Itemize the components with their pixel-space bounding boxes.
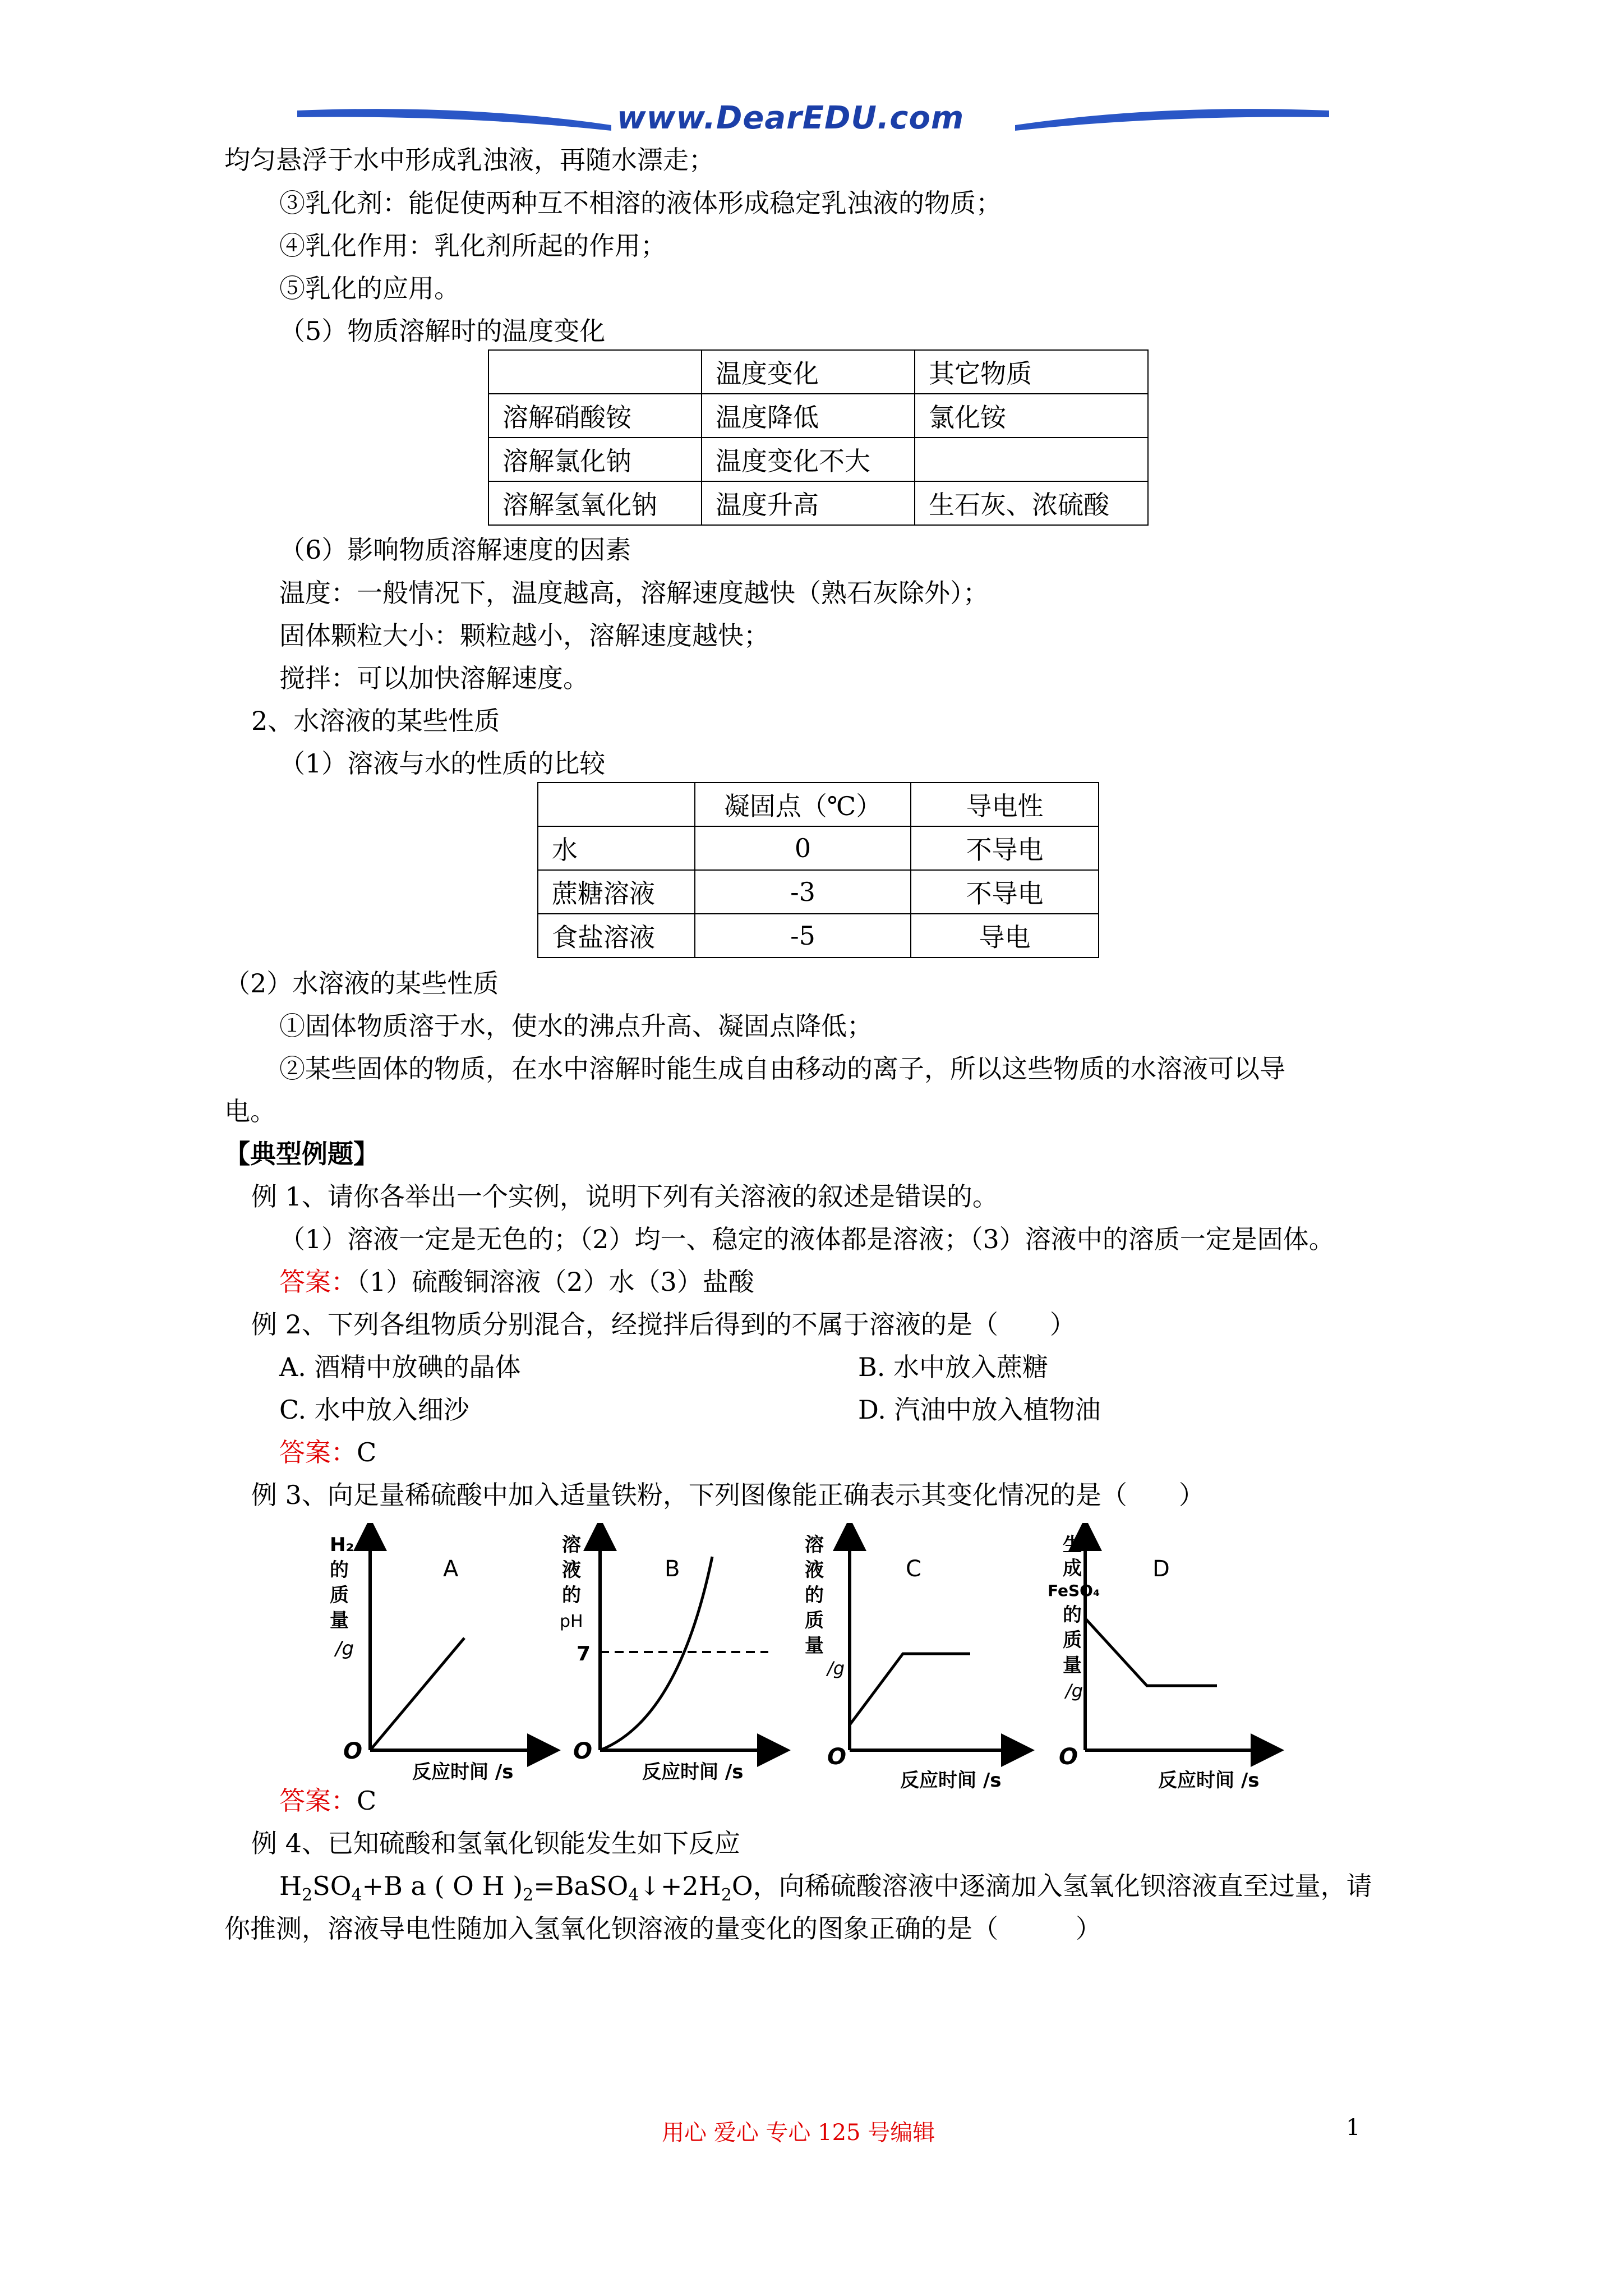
graph-c [805,1534,1018,1789]
table-cell [488,350,702,394]
paragraph-line: ①固体物质溶于水，使水的沸点升高、凝固点降低； [279,1011,873,1041]
table-row [488,438,1148,481]
paragraph-line: 电。 [224,1096,276,1126]
table-cell: 水 [538,826,695,870]
graph-ylabel: H₂ [330,1534,354,1556]
graph-tick-seven: 7 [577,1642,591,1665]
graph-ylabel: 溶 [805,1534,824,1556]
paragraph-line: ④乳化作用：乳化剂所起的作用； [279,231,666,261]
graph-ylabel: /g [335,1637,354,1660]
chemical-equation-line [279,1869,1372,1912]
subsection-heading: （2）水溶液的某些性质 [224,968,499,999]
option-c: C. 水中放入细沙 [279,1395,469,1425]
table-row [488,394,1148,438]
option-a: A. 酒精中放碘的晶体 [279,1352,521,1382]
solution-property-table [537,782,1099,958]
paragraph-line: ③乳化剂：能促使两种互不相溶的液体形成稳定乳浊液的物质； [279,188,1002,218]
table-cell: 蔗糖溶液 [538,870,695,914]
graph-letter: C [906,1556,921,1582]
graph-ylabel: 液 [805,1559,824,1581]
graph-ylabel: 生 [1063,1534,1082,1556]
graph-ylabel: 的 [805,1584,824,1607]
graph-letter: D [1152,1556,1170,1582]
paragraph-line: 你推测，溶液导电性随加入氢氧化钡溶液的量变化的图象正确的是（ ） [224,1913,1101,1944]
paragraph-line: 均匀悬浮于水中形成乳浊液，再随水漂走； [224,145,714,175]
answer-text: （1）硫酸铜溶液（2）水（3）盐酸 [357,1267,754,1297]
answer-line [279,1265,754,1299]
example-question: 例 1、请你各举出一个实例，说明下列有关溶液的叙述是错误的。 [251,1181,998,1212]
option-b: B. 水中放入蔗糖 [858,1352,1049,1382]
graph-ylabel: 成 [1063,1557,1082,1580]
header-site-logo: www.DearEDU.com [617,100,965,136]
graph-origin: O [1059,1744,1078,1770]
example-question: 例 4、已知硫酸和氢氧化钡能发生如下反应 [251,1828,740,1858]
graph-ylabel: 质 [1063,1629,1082,1651]
graph-ylabel: 的 [562,1584,581,1607]
answer-text: C [357,1437,377,1467]
table-cell: 不导电 [911,870,1099,914]
table-cell: -3 [695,870,911,914]
table-cell: 温度变化不大 [702,438,915,481]
paragraph-line: 固体颗粒大小：颗粒越小，溶解速度越快； [279,620,769,651]
subsection-heading: （1）溶液与水的性质的比较 [279,748,606,779]
table-cell: 溶解氯化钠 [488,438,702,481]
page-number: 1 [1346,2115,1361,2141]
table-row [538,914,1099,958]
table-cell: 生石灰、浓硫酸 [915,481,1148,525]
answer-text: C [357,1786,377,1816]
table-cell [915,438,1148,481]
graph-d [1048,1534,1267,1789]
table-cell: 温度升高 [702,481,915,525]
graphs-figure [320,1523,1318,1789]
graph-ylabel: 量 [1063,1654,1082,1677]
graph-ylabel: /g [1066,1680,1083,1701]
option-d: D. 汽油中放入植物油 [858,1395,1101,1425]
table-row [488,481,1148,525]
example-question: 例 2、下列各组物质分别混合，经搅拌后得到的不属于溶液的是（ ） [251,1309,1076,1340]
subsection-heading: （5）物质溶解时的温度变化 [279,316,606,346]
chemical-equation: $H_2SO_4+B$ a ( O H )$_2=BaSO_4↓+2H_2O$ [279,1871,753,1906]
graph-ylabel: 溶 [562,1534,581,1556]
graph-ylabel: 质 [805,1609,824,1632]
table-cell [538,783,695,826]
graph-ylabel: 液 [562,1559,581,1581]
subsection-heading: （6）影响物质溶解速度的因素 [279,535,631,565]
section-heading: 2、水溶液的某些性质 [251,706,500,736]
table-cell: 0 [695,826,911,870]
table-header-row [488,350,1148,394]
graph-origin: O [827,1744,847,1770]
example-statement: （1）溶液一定是无色的；（2）均一、稳定的液体都是溶液；（3）溶液中的溶质一定是固体。 [279,1224,1335,1254]
answer-label: 答案： [279,1786,357,1816]
table-cell: 温度变化 [702,350,915,394]
table-cell: 食盐溶液 [538,914,695,958]
paragraph-line: 温度：一般情况下，温度越高，溶解速度越快（熟石灰除外）； [279,578,989,608]
graph-ylabel: FeSO₄ [1048,1581,1100,1600]
graph-xlabel: 反应时间 /s [1158,1769,1260,1789]
section-heading-examples: 【典型例题】 [224,1139,379,1169]
graph-xlabel: 反应时间 /s [900,1769,1002,1789]
footer-text: 用心 爱心 专心 125 号编辑 [662,2120,935,2146]
graph-ylabel: 的 [330,1559,349,1581]
table-cell: 溶解硝酸铵 [488,394,702,438]
graph-b [560,1534,774,1783]
graph-ylabel: 质 [330,1584,349,1607]
example-question: 例 3、向足量稀硫酸中加入适量铁粉，下列图像能正确表示其变化情况的是（ ） [251,1480,1205,1510]
graph-ylabel: 量 [330,1609,349,1632]
answer-line [279,1784,376,1818]
table-row [538,870,1099,914]
paragraph-line: ②某些固体的物质，在水中溶解时能生成自由移动的离子，所以这些物质的水溶液可以导 [279,1053,1285,1084]
paragraph-line: ⑤乳化的应用。 [279,273,460,303]
graph-xlabel: 反应时间 /s [642,1761,744,1783]
graph-origin: O [343,1738,363,1764]
table-cell: 温度降低 [702,394,915,438]
table-cell: 凝固点（℃） [695,783,911,826]
table-cell: 溶解氢氧化钠 [488,481,702,525]
temperature-change-table [488,349,1149,526]
graph-ylabel: 的 [1063,1604,1082,1626]
table-cell: 其它物质 [915,350,1148,394]
graph-a [330,1534,544,1783]
table-cell: 氯化铵 [915,394,1148,438]
table-cell: -5 [695,914,911,958]
table-cell: 不导电 [911,826,1099,870]
graph-ylabel: 量 [805,1635,824,1657]
answer-label: 答案： [279,1267,357,1297]
answer-line [279,1435,376,1469]
graph-xlabel: 反应时间 /s [412,1761,514,1783]
graph-letter: B [665,1556,680,1582]
graph-ylabel: /g [827,1658,845,1679]
paragraph-line: 搅拌：可以加快溶解速度。 [279,663,589,693]
equation-followup: ，向稀硫酸溶液中逐滴加入氢氧化钡溶液直至过量，请 [753,1871,1372,1901]
table-cell: 导电性 [911,783,1099,826]
table-header-row [538,783,1099,826]
graph-origin: O [573,1738,593,1764]
table-row [538,826,1099,870]
graph-ylabel: pH [560,1612,583,1631]
graph-letter: A [443,1556,459,1582]
answer-label: 答案： [279,1437,357,1467]
table-cell: 导电 [911,914,1099,958]
